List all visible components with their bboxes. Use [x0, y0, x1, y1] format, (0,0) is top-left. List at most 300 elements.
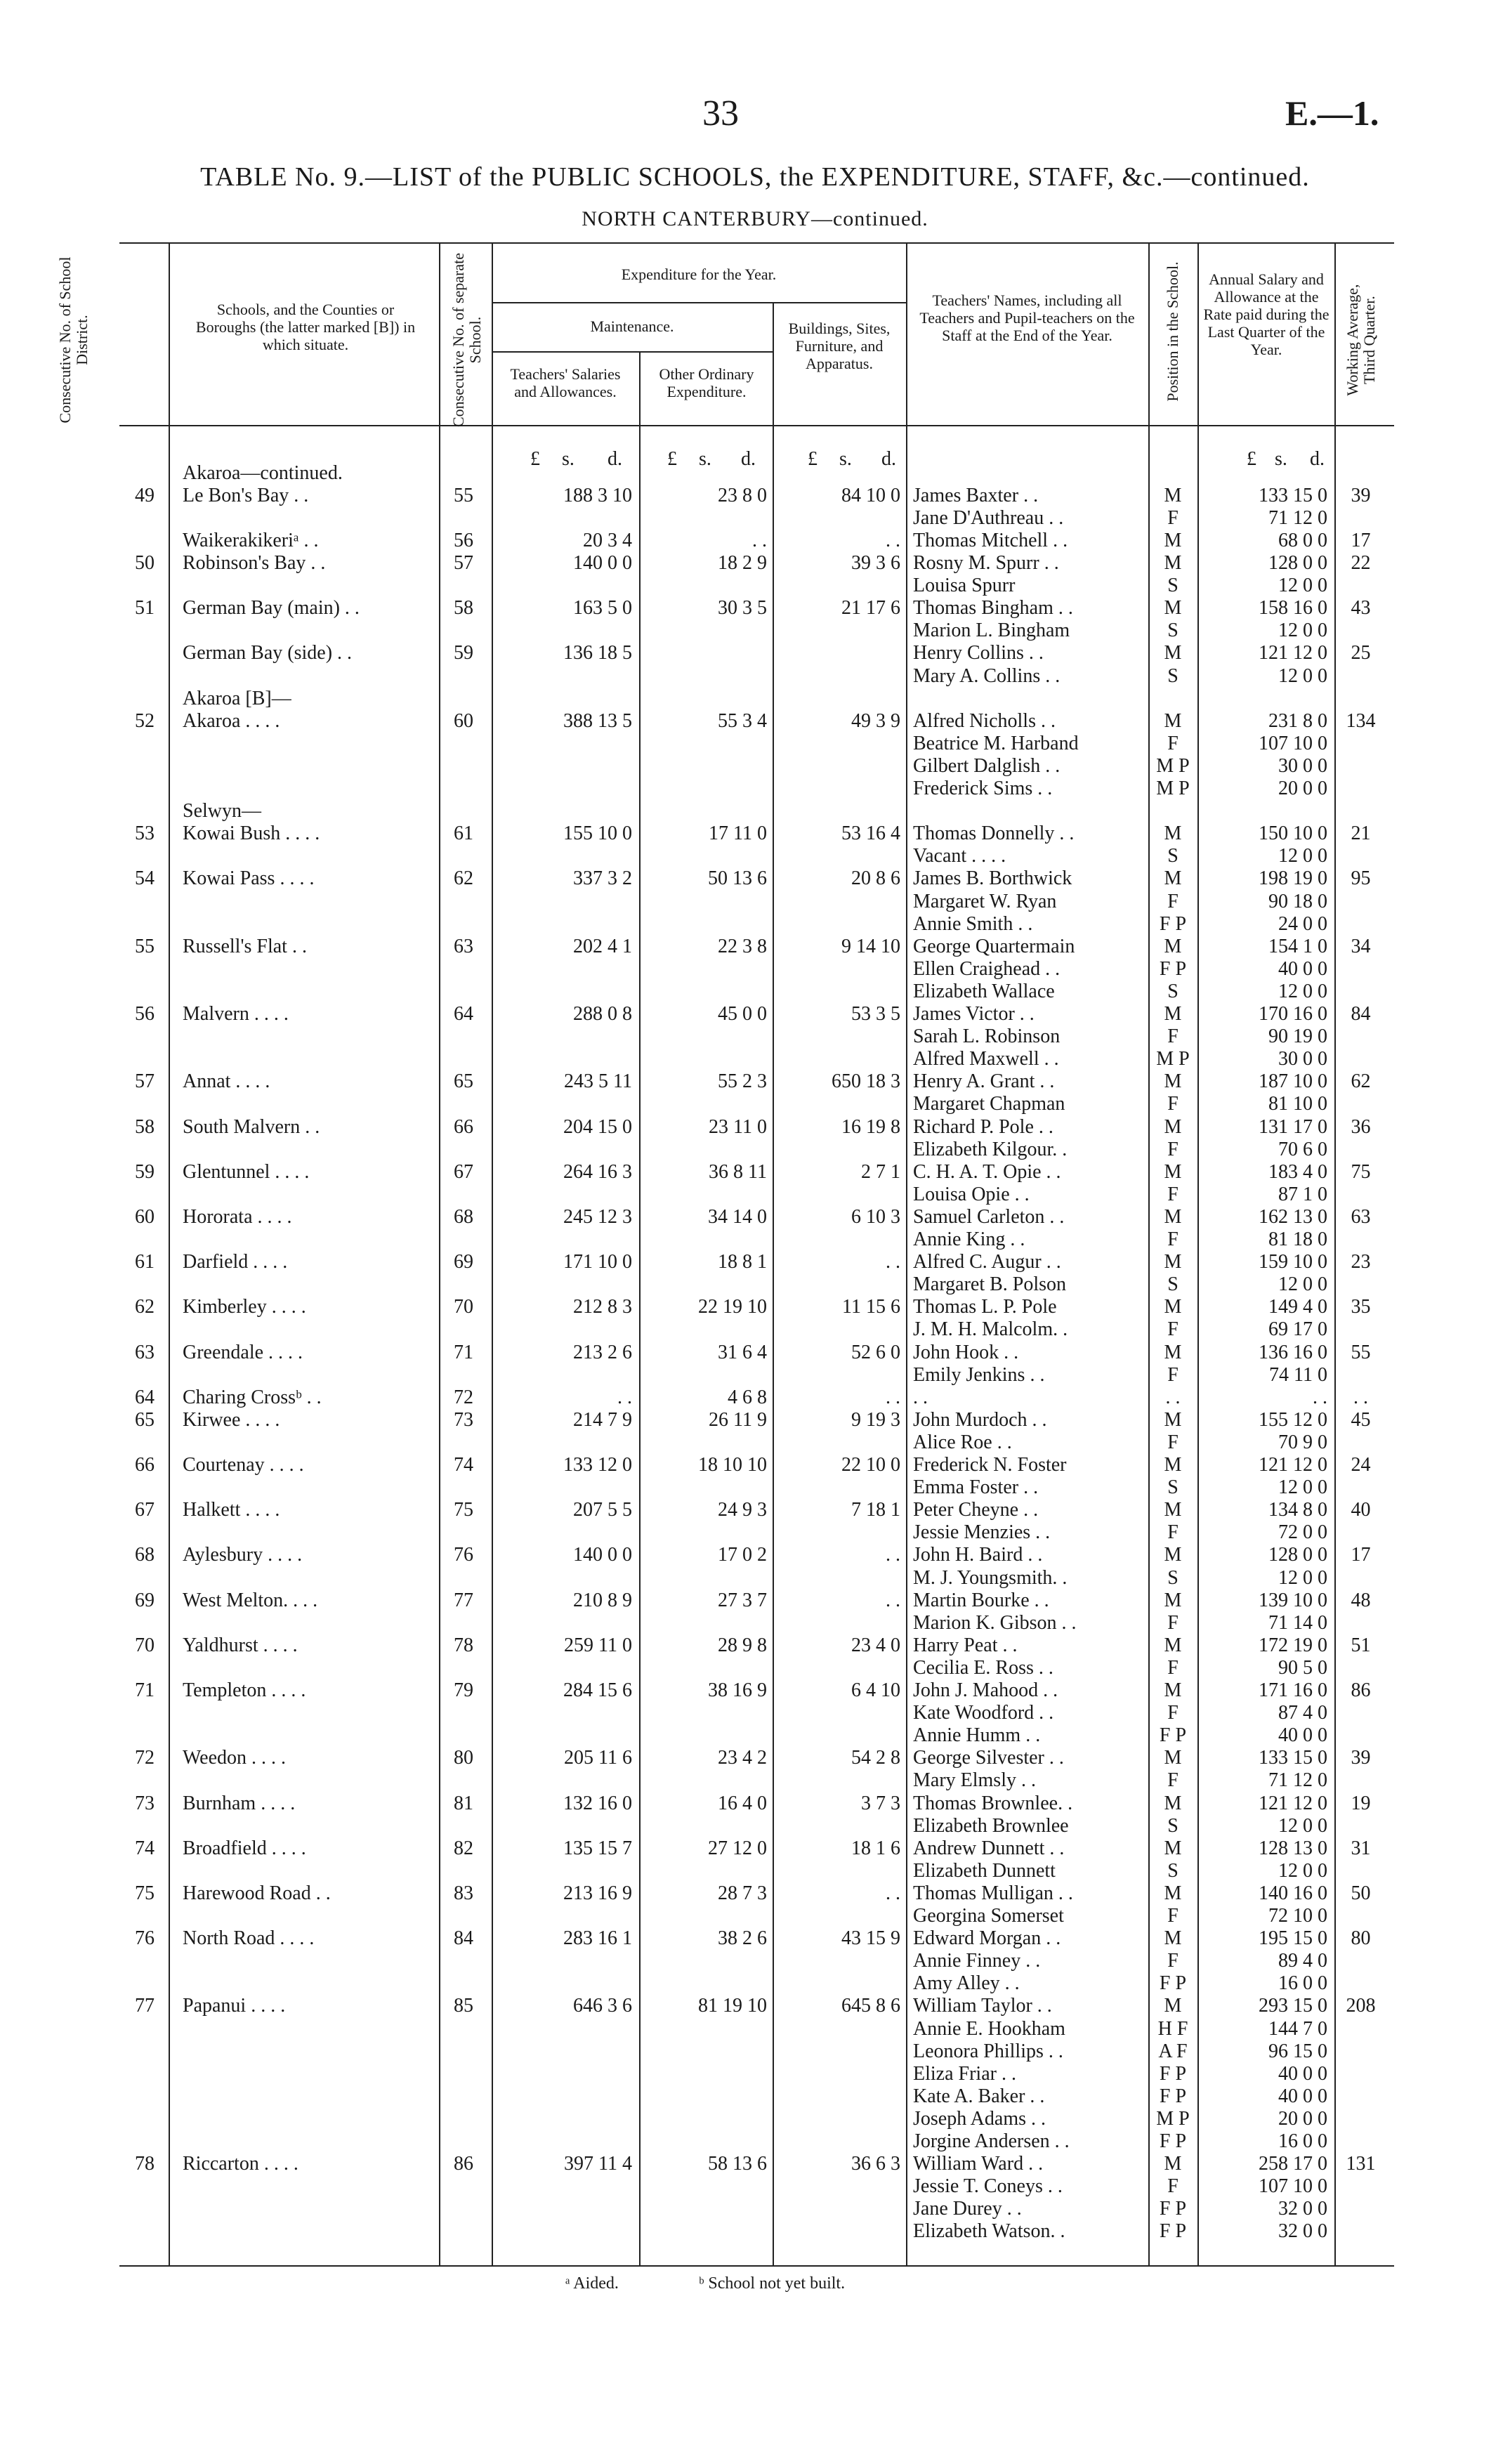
- school-no: 81: [454, 1793, 473, 1814]
- buildings-cost: 43 15 9: [841, 1927, 900, 1949]
- working-average: 35: [1351, 1296, 1371, 1318]
- teachers-salaries: 646 3 6: [573, 1995, 632, 2017]
- col-rule: [906, 242, 907, 2265]
- teacher-position: F P: [1159, 2198, 1187, 2220]
- teacher-position: F: [1167, 1769, 1179, 1791]
- teacher-position: F P: [1159, 913, 1187, 935]
- teachers-salaries: 133 12 0: [563, 1454, 632, 1476]
- teacher-name: Kate Woodford . .: [913, 1702, 1054, 1724]
- teachers-salaries: 163 5 0: [573, 597, 632, 619]
- school-no: 82: [454, 1837, 473, 1859]
- annual-salary: 87 1 0: [1278, 1184, 1327, 1205]
- header-bottom-rule: [119, 425, 1394, 426]
- teacher-position: M: [1164, 1995, 1182, 2017]
- teacher-name: Richard P. Pole . .: [913, 1116, 1053, 1138]
- expenditure-rule: [492, 302, 906, 303]
- annual-salary: 149 4 0: [1268, 1296, 1327, 1318]
- teachers-salaries: . .: [617, 1387, 632, 1408]
- buildings-cost: 22 10 0: [841, 1454, 900, 1476]
- school-name: Charing Crossᵇ . .: [183, 1387, 322, 1408]
- teacher-name: Louisa Opie . .: [913, 1184, 1030, 1205]
- other-expenditure: 17 11 0: [709, 823, 767, 844]
- header-school-no: Consecutive No. of separate School.: [449, 252, 484, 428]
- annual-salary: 12 0 0: [1278, 1860, 1327, 1882]
- district-no: 56: [135, 1003, 155, 1025]
- school-name: North Road . . . .: [183, 1927, 315, 1949]
- teacher-position: M P: [1156, 2108, 1190, 2130]
- teacher-position: F P: [1159, 958, 1187, 980]
- col-rule: [169, 242, 170, 2265]
- teacher-name: Jorgine Andersen . .: [913, 2130, 1070, 2152]
- annual-salary: 121 12 0: [1259, 642, 1327, 664]
- teacher-position: F: [1167, 507, 1179, 529]
- working-average: 55: [1351, 1342, 1371, 1363]
- district-no: 68: [135, 1544, 155, 1566]
- teachers-salaries: 136 18 5: [563, 642, 632, 664]
- teacher-name: John J. Mahood . .: [913, 1679, 1058, 1701]
- teacher-name: Thomas Bingham . .: [913, 597, 1073, 619]
- school-no: 83: [454, 1882, 473, 1904]
- annual-salary: 12 0 0: [1278, 1567, 1327, 1589]
- teacher-name: C. H. A. T. Opie . .: [913, 1161, 1061, 1183]
- teacher-position: F P: [1159, 1972, 1187, 1994]
- annual-salary: 16 0 0: [1278, 1972, 1327, 1994]
- district-no: 50: [135, 552, 155, 574]
- teacher-name: Rosny M. Spurr . .: [913, 552, 1059, 574]
- teacher-position: M: [1164, 2153, 1182, 2175]
- teacher-name: Mary A. Collins . .: [913, 665, 1061, 687]
- teacher-name: Jane Durey . .: [913, 2198, 1022, 2220]
- buildings-cost: . .: [886, 1590, 900, 1611]
- annual-salary: 293 15 0: [1259, 1995, 1327, 2017]
- annual-salary: 32 0 0: [1278, 2198, 1327, 2220]
- teacher-name: Annie E. Hookham: [913, 2018, 1065, 2040]
- annual-salary: 158 16 0: [1259, 597, 1327, 619]
- annual-salary: 12 0 0: [1278, 665, 1327, 687]
- annual-salary: 96 15 0: [1268, 2040, 1327, 2062]
- teacher-position: S: [1167, 1273, 1179, 1295]
- teacher-name: Georgina Somerset: [913, 1905, 1064, 1927]
- working-average: 50: [1351, 1882, 1371, 1904]
- teacher-position: S: [1167, 1476, 1179, 1498]
- teacher-position: M: [1164, 642, 1182, 664]
- school-no: 80: [454, 1747, 473, 1769]
- teacher-name: George Silvester . .: [913, 1747, 1064, 1769]
- teacher-name: J. M. H. Malcolm. .: [913, 1318, 1068, 1340]
- unit-shilling: s.: [562, 448, 575, 470]
- teachers-salaries: 264 16 3: [563, 1161, 632, 1183]
- teacher-position: M: [1164, 1837, 1182, 1859]
- buildings-cost: 645 8 6: [841, 1995, 900, 2017]
- buildings-cost: 20 8 6: [851, 867, 900, 889]
- other-expenditure: 18 8 1: [718, 1251, 767, 1273]
- teacher-name: Amy Alley . .: [913, 1972, 1020, 1994]
- teacher-position: F P: [1159, 2220, 1187, 2242]
- other-expenditure: . .: [752, 530, 767, 551]
- teacher-name: Sarah L. Robinson: [913, 1025, 1061, 1047]
- working-average: 25: [1351, 642, 1371, 664]
- annual-salary: 70 9 0: [1278, 1431, 1327, 1453]
- buildings-cost: 39 3 6: [851, 552, 900, 574]
- annual-salary: 12 0 0: [1278, 620, 1327, 641]
- other-expenditure: 28 9 8: [718, 1634, 767, 1656]
- working-average: 95: [1351, 867, 1371, 889]
- annual-salary: 16 0 0: [1278, 2130, 1327, 2152]
- teacher-position: A F: [1158, 2040, 1188, 2062]
- teacher-position: S: [1167, 1567, 1179, 1589]
- header-schools: Schools, and the Counties or Boroughs (the latter marked [B]) in which situate.: [195, 301, 416, 353]
- annual-salary: 154 1 0: [1268, 936, 1327, 957]
- other-expenditure: 17 0 2: [718, 1544, 767, 1566]
- teacher-position: F: [1167, 1364, 1179, 1386]
- annual-salary: 90 19 0: [1268, 1025, 1327, 1047]
- teacher-name: Gilbert Dalglish . .: [913, 755, 1061, 777]
- school-name: Riccarton . . . .: [183, 2153, 298, 2175]
- footnote-not-built: ᵇ School not yet built.: [699, 2274, 846, 2293]
- teachers-salaries: 213 16 9: [563, 1882, 632, 1904]
- teacher-name: Cecilia E. Ross . .: [913, 1657, 1053, 1679]
- school-name: Akaroa . . . .: [183, 710, 280, 732]
- unit-pound: £: [530, 448, 540, 470]
- school-no: 68: [454, 1206, 473, 1228]
- buildings-cost: 6 10 3: [851, 1206, 900, 1228]
- annual-salary: 144 7 0: [1268, 2018, 1327, 2040]
- teacher-name: John Hook . .: [913, 1342, 1019, 1363]
- teacher-position: F: [1167, 1318, 1179, 1340]
- teacher-position: F: [1167, 891, 1179, 912]
- teacher-name: Elizabeth Wallace: [913, 981, 1055, 1002]
- teacher-position: M: [1164, 1927, 1182, 1949]
- teacher-name: Henry Collins . .: [913, 642, 1044, 664]
- school-no: 61: [454, 823, 473, 844]
- report-reference: E.—1.: [1285, 93, 1379, 133]
- school-no: 59: [454, 642, 473, 664]
- teacher-position: F: [1167, 733, 1179, 754]
- header-teachers-salaries: Teachers' Salaries and Allowances.: [510, 365, 621, 400]
- teacher-position: F P: [1159, 2063, 1187, 2085]
- unit-shilling: s.: [1275, 448, 1287, 470]
- annual-salary: 150 10 0: [1259, 823, 1327, 844]
- teacher-name: Jessie T. Coneys . .: [913, 2175, 1063, 2197]
- school-name: Akaroa—continued.: [183, 462, 343, 484]
- teacher-position: S: [1167, 845, 1179, 867]
- other-expenditure: 38 16 9: [708, 1679, 767, 1701]
- buildings-cost: 16 19 8: [841, 1116, 900, 1138]
- teacher-name: Jessie Menzies . .: [913, 1521, 1051, 1543]
- annual-salary: 231 8 0: [1268, 710, 1327, 732]
- annual-salary: 30 0 0: [1278, 755, 1327, 777]
- teacher-name: James Victor . .: [913, 1003, 1035, 1025]
- school-no: 86: [454, 2153, 473, 2175]
- teacher-position: S: [1167, 575, 1179, 596]
- annual-salary: 68 0 0: [1278, 530, 1327, 551]
- teacher-name: Elizabeth Kilgour. .: [913, 1139, 1068, 1160]
- working-average: 48: [1351, 1590, 1371, 1611]
- annual-salary: 187 10 0: [1259, 1070, 1327, 1092]
- unit-pence: d.: [1310, 448, 1325, 470]
- school-name: Malvern . . . .: [183, 1003, 289, 1025]
- teacher-name: Mary Elmsly . .: [913, 1769, 1036, 1791]
- district-no: 70: [135, 1634, 155, 1656]
- school-no: 69: [454, 1251, 473, 1273]
- district-no: 66: [135, 1454, 155, 1476]
- annual-salary: 30 0 0: [1278, 1048, 1327, 1070]
- school-no: 78: [454, 1634, 473, 1656]
- buildings-cost: 7 18 1: [851, 1499, 900, 1521]
- teacher-name: Margaret Chapman: [913, 1093, 1065, 1115]
- annual-salary: 183 4 0: [1268, 1161, 1327, 1183]
- teachers-salaries: 283 16 1: [563, 1927, 632, 1949]
- district-no: 57: [135, 1070, 155, 1092]
- table-bottom-rule: [119, 2265, 1394, 2267]
- buildings-cost: 53 16 4: [841, 823, 900, 844]
- annual-salary: 40 0 0: [1278, 1724, 1327, 1746]
- other-expenditure: 38 2 6: [718, 1927, 767, 1949]
- unit-pound: £: [808, 448, 818, 470]
- working-average: 86: [1351, 1679, 1371, 1701]
- district-no: 55: [135, 936, 155, 957]
- teacher-position: M: [1164, 710, 1182, 732]
- teacher-position: F: [1167, 1431, 1179, 1453]
- working-average: 75: [1351, 1161, 1371, 1183]
- school-name: Kimberley . . . .: [183, 1296, 306, 1318]
- annual-salary: 20 0 0: [1278, 2108, 1327, 2130]
- other-expenditure: 18 2 9: [718, 552, 767, 574]
- school-no: 72: [454, 1387, 473, 1408]
- working-average: 19: [1351, 1793, 1371, 1814]
- annual-salary: 32 0 0: [1278, 2220, 1327, 2242]
- school-no: 77: [454, 1590, 473, 1611]
- teacher-name: Eliza Friar . .: [913, 2063, 1016, 2085]
- teacher-position: F: [1167, 1612, 1179, 1634]
- school-no: 60: [454, 710, 473, 732]
- teacher-name: Louisa Spurr: [913, 575, 1016, 596]
- annual-salary: 71 12 0: [1268, 507, 1327, 529]
- unit-pound: £: [667, 448, 677, 470]
- teacher-position: M P: [1156, 778, 1190, 799]
- teacher-position: H F: [1157, 2018, 1188, 2040]
- teacher-position: F: [1167, 1228, 1179, 1250]
- district-no: 59: [135, 1161, 155, 1183]
- annual-salary: 90 5 0: [1278, 1657, 1327, 1679]
- buildings-cost: 3 7 3: [861, 1793, 900, 1814]
- district-no: 72: [135, 1747, 155, 1769]
- teacher-position: F: [1167, 1093, 1179, 1115]
- teachers-salaries: 155 10 0: [563, 823, 632, 844]
- annual-salary: 128 0 0: [1268, 1544, 1327, 1566]
- annual-salary: 71 14 0: [1268, 1612, 1327, 1634]
- annual-salary: 121 12 0: [1259, 1454, 1327, 1476]
- annual-salary: 162 13 0: [1259, 1206, 1327, 1228]
- teacher-name: Frederick N. Foster: [913, 1454, 1067, 1476]
- other-expenditure: 16 4 0: [718, 1793, 767, 1814]
- col-rule: [439, 242, 440, 2265]
- teacher-name: Martin Bourke . .: [913, 1590, 1049, 1611]
- working-average: 43: [1351, 597, 1371, 619]
- annual-salary: 40 0 0: [1278, 2085, 1327, 2107]
- annual-salary: 81 10 0: [1268, 1093, 1327, 1115]
- teacher-position: M: [1164, 530, 1182, 551]
- table-title: TABLE No. 9.—LIST of the PUBLIC SCHOOLS, the EXPENDITURE, STAFF, &c.—continued.: [200, 162, 1310, 192]
- teacher-position: F: [1167, 1905, 1179, 1927]
- other-expenditure: 31 6 4: [718, 1342, 767, 1363]
- working-average: 131: [1346, 2153, 1376, 2175]
- school-name: Annat . . . .: [183, 1070, 270, 1092]
- teachers-salaries: 188 3 10: [563, 485, 632, 506]
- working-average: 34: [1351, 936, 1371, 957]
- school-no: 55: [454, 485, 473, 506]
- annual-salary: 134 8 0: [1268, 1499, 1327, 1521]
- school-name: Kowai Bush . . . .: [183, 823, 320, 844]
- annual-salary: 172 19 0: [1259, 1634, 1327, 1656]
- unit-shilling: s.: [699, 448, 711, 470]
- teacher-name: Frederick Sims . .: [913, 778, 1053, 799]
- buildings-cost: 54 2 8: [851, 1747, 900, 1769]
- working-average: 80: [1351, 1927, 1371, 1949]
- district-no: 62: [135, 1296, 155, 1318]
- annual-salary: 87 4 0: [1278, 1702, 1327, 1724]
- teacher-position: M: [1164, 1590, 1182, 1611]
- district-no: 60: [135, 1206, 155, 1228]
- header-position: Position in the School.: [1164, 261, 1181, 402]
- working-average: 62: [1351, 1070, 1371, 1092]
- annual-salary: 107 10 0: [1259, 733, 1327, 754]
- district-no: 78: [135, 2153, 155, 2175]
- annual-salary: 133 15 0: [1259, 1747, 1327, 1769]
- buildings-cost: 18 1 6: [851, 1837, 900, 1859]
- header-expenditure: Expenditure for the Year.: [621, 266, 777, 283]
- other-expenditure: 45 0 0: [718, 1003, 767, 1025]
- teacher-position: F P: [1159, 1724, 1187, 1746]
- teacher-name: Emily Jenkins . .: [913, 1364, 1045, 1386]
- teacher-position: M: [1164, 936, 1182, 957]
- teacher-name: Edward Morgan . .: [913, 1927, 1061, 1949]
- header-maintenance: Maintenance.: [590, 317, 674, 335]
- other-expenditure: 22 3 8: [718, 936, 767, 957]
- teacher-name: Alfred C. Augur . .: [913, 1251, 1061, 1273]
- school-no: 63: [454, 936, 473, 957]
- other-expenditure: 27 3 7: [718, 1590, 767, 1611]
- teacher-position: S: [1167, 981, 1179, 1002]
- school-name: Waikerakikeriᵃ . .: [183, 530, 319, 551]
- header-district-no: Consecutive No. of School District.: [56, 256, 91, 424]
- teacher-position: M: [1164, 597, 1182, 619]
- teacher-name: Alfred Nicholls . .: [913, 710, 1056, 732]
- annual-salary: 131 17 0: [1259, 1116, 1327, 1138]
- school-name: Kirwee . . . .: [183, 1409, 280, 1431]
- teacher-name: . .: [913, 1387, 928, 1408]
- district-no: 53: [135, 823, 155, 844]
- school-name: Greendale . . . .: [183, 1342, 303, 1363]
- school-name: Kowai Pass . . . .: [183, 867, 315, 889]
- teacher-name: Peter Cheyne . .: [913, 1499, 1039, 1521]
- unit-pence: d.: [741, 448, 756, 470]
- other-expenditure: 50 13 6: [708, 867, 767, 889]
- teacher-name: Marion L. Bingham: [913, 620, 1070, 641]
- other-expenditure: 58 13 6: [708, 2153, 767, 2175]
- teacher-position: M: [1164, 1499, 1182, 1521]
- teacher-position: M: [1164, 1747, 1182, 1769]
- teachers-salaries: 388 13 5: [563, 710, 632, 732]
- teacher-name: James B. Borthwick: [913, 867, 1072, 889]
- teacher-position: M: [1164, 1882, 1182, 1904]
- teacher-name: Joseph Adams . .: [913, 2108, 1046, 2130]
- table-subtitle: NORTH CANTERBURY—continued.: [582, 207, 928, 230]
- teacher-position: M: [1164, 485, 1182, 506]
- school-no: 76: [454, 1544, 473, 1566]
- buildings-cost: . .: [886, 1251, 900, 1273]
- teacher-name: M. J. Youngsmith. .: [913, 1567, 1068, 1589]
- district-no: 73: [135, 1793, 155, 1814]
- buildings-cost: 49 3 9: [851, 710, 900, 732]
- teachers-salaries: 140 0 0: [573, 1544, 632, 1566]
- working-average: 63: [1351, 1206, 1371, 1228]
- teachers-salaries: 207 5 5: [573, 1499, 632, 1521]
- teachers-salaries: 135 15 7: [563, 1837, 632, 1859]
- teachers-salaries: 171 10 0: [563, 1251, 632, 1273]
- teacher-position: M: [1164, 1634, 1182, 1656]
- school-name: Broadfield . . . .: [183, 1837, 306, 1859]
- annual-salary: 159 10 0: [1259, 1251, 1327, 1273]
- annual-salary: 128 13 0: [1259, 1837, 1327, 1859]
- buildings-cost: 6 4 10: [851, 1679, 900, 1701]
- buildings-cost: 23 4 0: [851, 1634, 900, 1656]
- teacher-name: Vacant . . . .: [913, 845, 1006, 867]
- teacher-position: S: [1167, 665, 1179, 687]
- school-no: 79: [454, 1679, 473, 1701]
- other-expenditure: 23 11 0: [709, 1116, 767, 1138]
- school-no: 56: [454, 530, 473, 551]
- school-name: Templeton . . . .: [183, 1679, 306, 1701]
- annual-salary: 107 10 0: [1259, 2175, 1327, 2197]
- teacher-position: S: [1167, 620, 1179, 641]
- teachers-salaries: 288 0 8: [573, 1003, 632, 1025]
- teacher-name: Elizabeth Watson. .: [913, 2220, 1065, 2242]
- teachers-salaries: 205 11 6: [564, 1747, 632, 1769]
- teacher-position: M: [1164, 1003, 1182, 1025]
- annual-salary: 12 0 0: [1278, 981, 1327, 1002]
- annual-salary: 128 0 0: [1268, 552, 1327, 574]
- teachers-salaries: 213 2 6: [573, 1342, 632, 1363]
- teacher-name: Annie King . .: [913, 1228, 1025, 1250]
- teacher-position: S: [1167, 1815, 1179, 1837]
- working-average: 39: [1351, 1747, 1371, 1769]
- school-name: Aylesbury . . . .: [183, 1544, 303, 1566]
- teacher-position: M: [1164, 1679, 1182, 1701]
- buildings-cost: 21 17 6: [841, 597, 900, 619]
- working-average: 21: [1351, 823, 1371, 844]
- teachers-salaries: 210 8 9: [573, 1590, 632, 1611]
- teacher-name: Thomas Mitchell . .: [913, 530, 1068, 551]
- teacher-name: Jane D'Authreau . .: [913, 507, 1064, 529]
- annual-salary: 71 12 0: [1268, 1769, 1327, 1791]
- maintenance-rule: [492, 351, 773, 353]
- working-average: 208: [1346, 1995, 1376, 2017]
- teacher-position: M: [1164, 1070, 1182, 1092]
- teacher-position: F: [1167, 1950, 1179, 1972]
- teacher-name: Henry A. Grant . .: [913, 1070, 1055, 1092]
- annual-salary: 140 16 0: [1259, 1882, 1327, 1904]
- buildings-cost: 2 7 1: [861, 1161, 900, 1183]
- school-no: 64: [454, 1003, 473, 1025]
- working-average: . .: [1353, 1387, 1368, 1408]
- district-no: 64: [135, 1387, 155, 1408]
- buildings-cost: 53 3 5: [851, 1003, 900, 1025]
- school-no: 85: [454, 1995, 473, 2017]
- teacher-position: M: [1164, 1793, 1182, 1814]
- teacher-name: Annie Humm . .: [913, 1724, 1041, 1746]
- teachers-salaries: 204 15 0: [563, 1116, 632, 1138]
